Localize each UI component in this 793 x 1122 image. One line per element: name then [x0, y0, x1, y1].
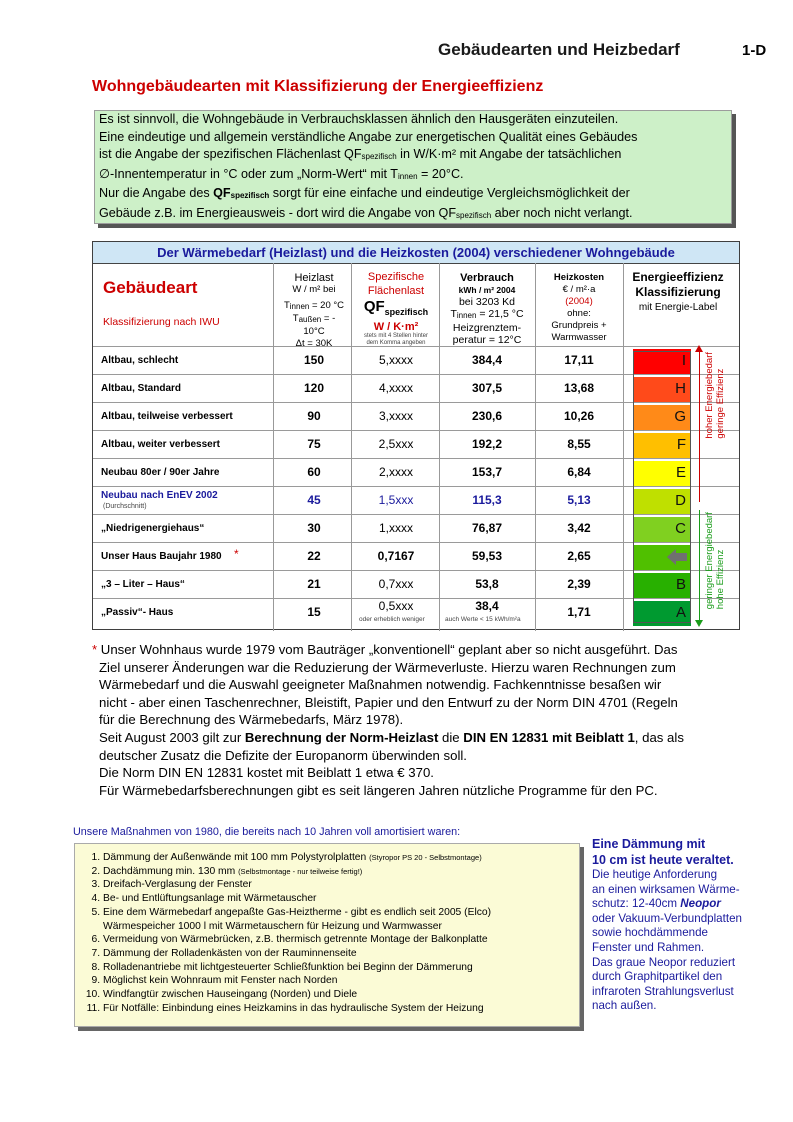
cell-verbrauch: 59,53	[471, 549, 503, 563]
arrow-bottom-label: geringer Energiebedarf hohe Effizienz	[704, 512, 726, 610]
arrow-up-line	[699, 350, 700, 502]
side-note: Eine Dämmung mit 10 cm ist heute veraltet. Die heutige Anforderung an einen wirksamen Wärme- schutz: 12-40cm Neopor oder Vakuum-Verbundplatten sowie hochdämmende Fenster und Rahmen. Das graue Neopor reduziert durch Graphitpartikel den infraroten Strahlungsverlust nach außen.	[592, 837, 742, 1013]
cell-heizlast: 90	[307, 409, 321, 423]
body-text	[92, 641, 752, 799]
intro-line: Es ist sinnvoll, die Wohngebäude in Verbrauchsklassen ähnlich den Hausgeräten einzuteilen.	[99, 112, 619, 126]
cell-verbrauch: 38,4	[475, 599, 499, 613]
table-row	[93, 458, 739, 487]
heating-table	[92, 241, 740, 630]
energy-class-letter: D	[675, 492, 686, 509]
measure-item: 6. Vermeidung von Wärmebrücken, z.B. thermisch getrennte Montage der Balkonplatte	[103, 933, 575, 947]
intro-box	[94, 110, 732, 224]
row-label: Neubau 80er / 90er Jahre	[101, 467, 220, 478]
body-line: Seit August 2003 gilt zur Berechnung der Norm-Heizlast die DIN EN 12831 mit Beiblatt 1, das als	[99, 729, 684, 745]
cell-spez: 0,7167	[377, 549, 415, 563]
cell-spez: 1,5xxx	[378, 493, 414, 507]
energy-class-letter: A	[675, 604, 686, 621]
arrow-down-line	[699, 510, 700, 622]
body-line: nicht - aber einen Taschenrechner, Bleistift, Papier und den Entwurf zu der Norm DIN 4701 (Regeln	[99, 694, 678, 710]
column-divider	[439, 263, 440, 631]
table-row	[93, 542, 739, 571]
column-divider	[535, 263, 536, 631]
cell-heizlast: 30	[307, 521, 321, 535]
arrow-down-icon	[695, 620, 703, 627]
column-divider	[623, 263, 624, 631]
col-heizlast: Heizlast W / m² bei $T_{innen} = 20$ °C $T_{außen}$ = - 10°C Δt = 30K	[283, 272, 345, 349]
cell-verbrauch: 53,8	[475, 577, 499, 591]
cell-heizlast: 60	[307, 465, 321, 479]
arrow-up-icon	[695, 345, 703, 352]
page-number: 1-D	[742, 42, 767, 59]
energy-class-letter: H	[675, 380, 686, 397]
cell-spez: 0,7xxx	[378, 577, 414, 591]
row-label: Altbau, weiter verbessert	[101, 439, 220, 450]
body-line: * Unser Wohnhaus wurde 1979 vom Bauträger „konventionell“ geplant aber so nicht ausgeführt. Das	[92, 642, 678, 657]
passiv-note-right: auch Werte < 15 kWh/m²a	[445, 616, 521, 623]
table-row	[93, 346, 739, 375]
table-row	[93, 570, 739, 599]
row-label: „Niedrigenergiehaus“	[101, 523, 205, 534]
table-row	[93, 486, 739, 515]
cell-spez: 1,xxxx	[378, 521, 413, 535]
row-label: Neubau nach EnEV 2002	[101, 490, 218, 501]
cell-kosten: 3,42	[567, 521, 591, 535]
cell-kosten: 10,26	[563, 409, 595, 423]
cell-verbrauch: 153,7	[471, 465, 503, 479]
energy-class-letter: F	[676, 436, 686, 453]
energy-class-letter: G	[674, 408, 686, 425]
footnote-star: *	[234, 547, 239, 561]
header-title: Gebäudearten und Heizbedarf	[438, 40, 680, 59]
cell-kosten: 8,55	[567, 437, 591, 451]
row-label: „Passiv“- Haus	[101, 607, 174, 618]
energy-class-label	[633, 349, 691, 374]
cell-spez: 3,xxxx	[378, 409, 413, 423]
row-sublabel: (Durchschnitt)	[103, 503, 147, 510]
table-row	[93, 430, 739, 459]
intro-line: Gebäude z.B. im Energieausweis - dort wird die Angabe von $QF_{spezifisch}$ aber noch nicht verlangt.	[99, 205, 633, 220]
row-label: Unser Haus Baujahr 1980	[101, 551, 222, 562]
passiv-note-left: oder erheblich weniger	[359, 616, 425, 623]
cell-spez: 0,5xxx	[378, 599, 414, 613]
cell-heizlast: 45	[307, 493, 321, 507]
left-arrow-icon	[667, 549, 687, 565]
cell-kosten: 6,84	[567, 465, 591, 479]
body-line: Wärmebedarf und die Auswahl geeigneter Maßnahmen notwendig. Fachkenntnisse besaßen wir	[99, 677, 662, 693]
body-line: Für Wärmebedarfsberechnungen gibt es seit längeren Jahren nützliche Programme für den PC.	[99, 782, 658, 798]
col-verbrauch: Verbrauch kWh / m² 2004 bei 3203 Kd $T_{innen} = 21,5$ °C Heizgrenztem- peratur = 12°C	[450, 272, 524, 346]
cell-kosten: 5,13	[567, 493, 591, 507]
cell-spez: 4,xxxx	[378, 381, 413, 395]
cell-kosten: 13,68	[563, 381, 595, 395]
measure-item: 11. Für Notfälle: Einbindung eines Heizkamins in das hydraulische System der Heizung	[103, 1002, 575, 1016]
table-title: Der Wärmebedarf (Heizlast) und die Heizkosten (2004) verschiedener Wohngebäude	[93, 242, 739, 264]
table-row	[93, 374, 739, 403]
body-line: Ziel unserer Änderungen war die Reduzierung der Wärmeverluste. Hierzu waren Rechnungen zum	[99, 659, 676, 675]
arrow-top-label: hoher Energiebedarf geringe Effizienz	[704, 352, 726, 439]
cell-verbrauch: 115,3	[472, 493, 502, 507]
row-label: Altbau, Standard	[101, 383, 182, 394]
col-gebaeudeart-sub: Klassifizierung nach IWU	[103, 316, 220, 328]
row-label: Altbau, schlecht	[101, 355, 179, 366]
row-label: „3 – Liter – Haus“	[101, 579, 185, 590]
cell-kosten: 2,39	[567, 577, 591, 591]
body-line: deutscher Zusatz die Defizite der Europanorm überwinden soll.	[99, 747, 467, 763]
cell-heizlast: 15	[307, 605, 321, 619]
col-effizienz: Energieeffizienz Klassifizierung mit Energie-Label	[632, 270, 724, 313]
measures-heading: Unsere Maßnahmen von 1980, die bereits nach 10 Jahren voll amortisiert waren:	[73, 826, 461, 838]
energy-class-label	[633, 601, 691, 626]
energy-class-letter: E	[675, 464, 686, 481]
measure-item: 5. Eine dem Wärmebedarf angepaßte Gas-Heiztherme - gibt es endlich seit 2005 (Elco) Wärmespeicher 1000 l mit Wärmetauschern für Heizung und Warmwasser	[103, 906, 575, 933]
energy-class-label	[633, 405, 691, 430]
intro-line: Nur die Angabe des $QF_{spezifisch}$ sorgt für eine einfache und eindeutige Vergleichsmöglichkeit der	[99, 186, 630, 201]
cell-heizlast: 75	[307, 437, 321, 451]
intro-line: ist die Angabe der spezifischen Flächenlast $QF_{spezifisch}$ in W/K·m² mit Angabe der tatsächlichen	[99, 147, 622, 162]
cell-heizlast: 120	[303, 381, 325, 395]
energy-class-label	[633, 433, 691, 458]
measure-item: 9. Möglichst kein Wohnraum mit Fenster nach Norden	[103, 974, 575, 988]
table-row	[93, 598, 739, 627]
measures-box	[74, 843, 580, 1027]
body-line: für die Berechnung des Wärmebedarfs, März 1978).	[99, 712, 404, 728]
main-title: Wohngebäudearten mit Klassifizierung der Energieeffizienz	[92, 78, 544, 95]
measure-item: 2. Dachdämmung min. 130 mm (Selbstmontage - nur teilweise fertig!)	[103, 865, 575, 879]
measure-item: 4. Be- und Entlüftungsanlage mit Wärmetauscher	[103, 892, 575, 906]
energy-class-label	[633, 573, 691, 598]
cell-verbrauch: 307,5	[471, 381, 503, 395]
energy-class-label	[633, 489, 691, 514]
col-spezifisch: Spezifische Flächenlast $QF_{spezifisch}$ W / K·m² stets mit 4 Stellen hinter dem Komma angeben	[363, 271, 429, 346]
measure-item: 8. Rolladenantriebe mit lichtgesteuerter Schließfunktion bei Beginn der Dämmerung	[103, 961, 575, 975]
energy-class-letter: C	[675, 520, 686, 537]
cell-spez: 2,xxxx	[378, 465, 413, 479]
cell-kosten: 1,71	[567, 605, 591, 619]
energy-class-letter: I	[681, 352, 686, 369]
cell-spez: 2,5xxx	[378, 437, 414, 451]
intro-line: ∅-Innentemperatur in °C oder zum „Norm-Wert“ mit $T_{innen} = 20^\circ C$.	[99, 166, 464, 181]
cell-heizlast: 150	[303, 353, 325, 367]
cell-verbrauch: 192,2	[471, 437, 503, 451]
row-label: Altbau, teilweise verbessert	[101, 411, 233, 422]
table-row	[93, 402, 739, 431]
body-line: Die Norm DIN EN 12831 kostet mit Beiblatt 1 etwa € 370.	[99, 765, 434, 781]
cell-kosten: 17,11	[564, 353, 594, 367]
table-row	[93, 514, 739, 543]
measure-item: 1. Dämmung der Außenwände mit 100 mm Polystyrolplatten (Styropor PS 20 - Selbstmontage)	[103, 851, 575, 865]
cell-verbrauch: 76,87	[471, 521, 503, 535]
cell-verbrauch: 384,4	[471, 353, 503, 367]
col-gebaeudeart: Gebäudeart	[103, 278, 198, 297]
measure-item: 3. Dreifach-Verglasung der Fenster	[103, 878, 575, 892]
cell-verbrauch: 230,6	[471, 409, 503, 423]
measures-list	[79, 851, 575, 1015]
cell-kosten: 2,65	[567, 549, 591, 563]
energy-class-letter: B	[675, 576, 686, 593]
energy-class-label	[633, 517, 691, 542]
cell-spez: 5,xxxx	[378, 353, 413, 367]
col-heizkosten: Heizkosten € / m²·a (2004) ohne: Grundpreis + Warmwasser	[551, 272, 607, 343]
cell-heizlast: 22	[307, 549, 321, 563]
energy-class-label	[633, 377, 691, 402]
measure-item: 7. Dämmung der Rolladenkästen von der Rauminnenseite	[103, 947, 575, 961]
cell-heizlast: 21	[307, 577, 321, 591]
energy-class-label	[633, 545, 691, 570]
column-divider	[351, 263, 352, 631]
measure-item: 10. Windfangtür zwischen Hauseingang (Norden) und Diele	[103, 988, 575, 1002]
intro-line: Eine eindeutige und allgemein verständliche Angabe zur energetischen Qualität eines Gebäudes	[99, 129, 638, 144]
energy-class-label	[633, 461, 691, 486]
column-divider	[273, 263, 274, 631]
